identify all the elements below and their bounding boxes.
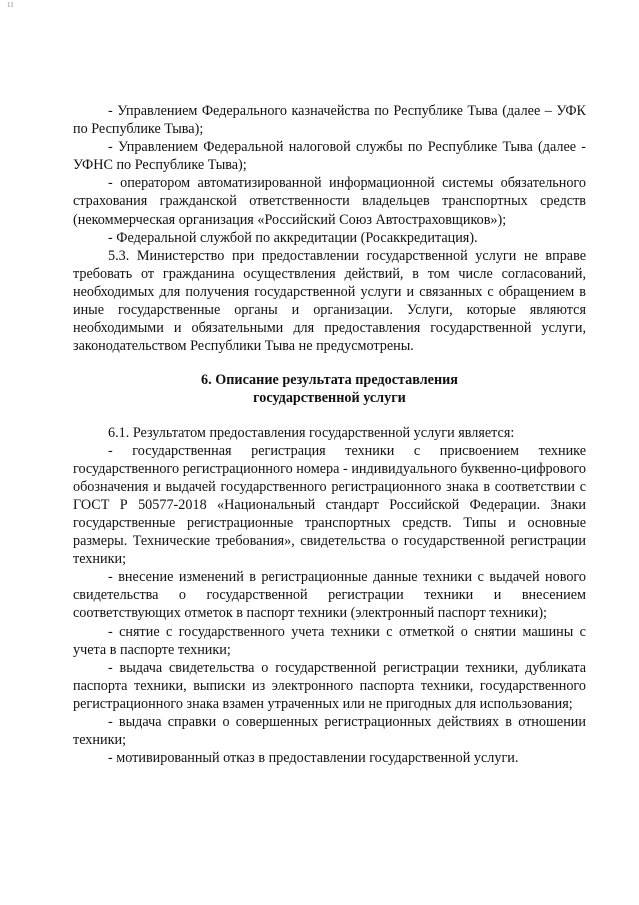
list-item-registration: - государственная регистрация техники с присвоением технике государственного регистрационного номера - индивидуального буквенно-цифрового обозначения и выдачей государственного регистрационного знака в соответствии с ГОСТ Р 50577-2018 «Национальный стандарт Российской Федерации. Знаки государственные регистрационные транспортных средств. Типы и основные размеры. Технические требования», свидетельства о государственной регистрации техники; [73, 442, 586, 568]
section-heading-6-line-1: 6. Описание результата предоставления [201, 372, 458, 389]
spacer [73, 408, 586, 424]
paragraph-ufk: - Управлением Федерального казначейства по Республике Тыва (далее – УФК по Республике Тыва); [73, 103, 586, 138]
paragraph-osago-operator: - оператором автоматизированной информационной системы обязательного страхования гражданской ответственности владельцев транспортных средств (некоммерческая организация «Российский Союз Автостраховщиков»); [73, 175, 586, 228]
paragraph-6-1: 6.1. Результатом предоставления государственной услуги является: [108, 424, 515, 441]
section-heading-6-line-2: государственной услуги [253, 390, 406, 407]
list-item-changes: - внесение изменений в регистрационные данные техники с выдачей нового свидетельства о государственной регистрации техники и внесением соответствующих отметок в паспорт техники (электронный паспорт техники); [73, 569, 586, 622]
paragraph-5-3: 5.3. Министерство при предоставлении государственной услуги не вправе требовать от гражданина осуществления действий, в том числе согласований, необходимых для получения государственной услуги и связанных с обращением в иные государственные органы и организации. Услуги, которые являются необходимыми и обязательными для предоставления государственной услуги, законодательством Республики Тыва не предусмотрены. [73, 247, 586, 355]
spacer [73, 355, 586, 371]
paragraph-rosaccreditation: - Федеральной службой по аккредитации (Росаккредитация). [108, 229, 478, 246]
corner-mark: 11 [7, 1, 14, 9]
list-item-certificate: - выдача справки о совершенных регистрационных действиях в отношении техники; [73, 714, 586, 749]
list-item-duplicates: - выдача свидетельства о государственной регистрации техники, дубликата паспорта техники, выписки из электронного паспорта техники, государственного регистрационного знака взамен утраченных или не пригодных для использования; [73, 659, 586, 712]
list-item-refusal: - мотивированный отказ в предоставлении государственной услуги. [108, 750, 519, 767]
document-body [73, 102, 586, 767]
paragraph-ufns: - Управлением Федеральной налоговой службы по Республике Тыва (далее - УФНС по Республике Тыва); [73, 139, 586, 174]
list-item-deregistration: - снятие с государственного учета техники с отметкой о снятии машины с учета в паспорте техники; [73, 623, 586, 658]
